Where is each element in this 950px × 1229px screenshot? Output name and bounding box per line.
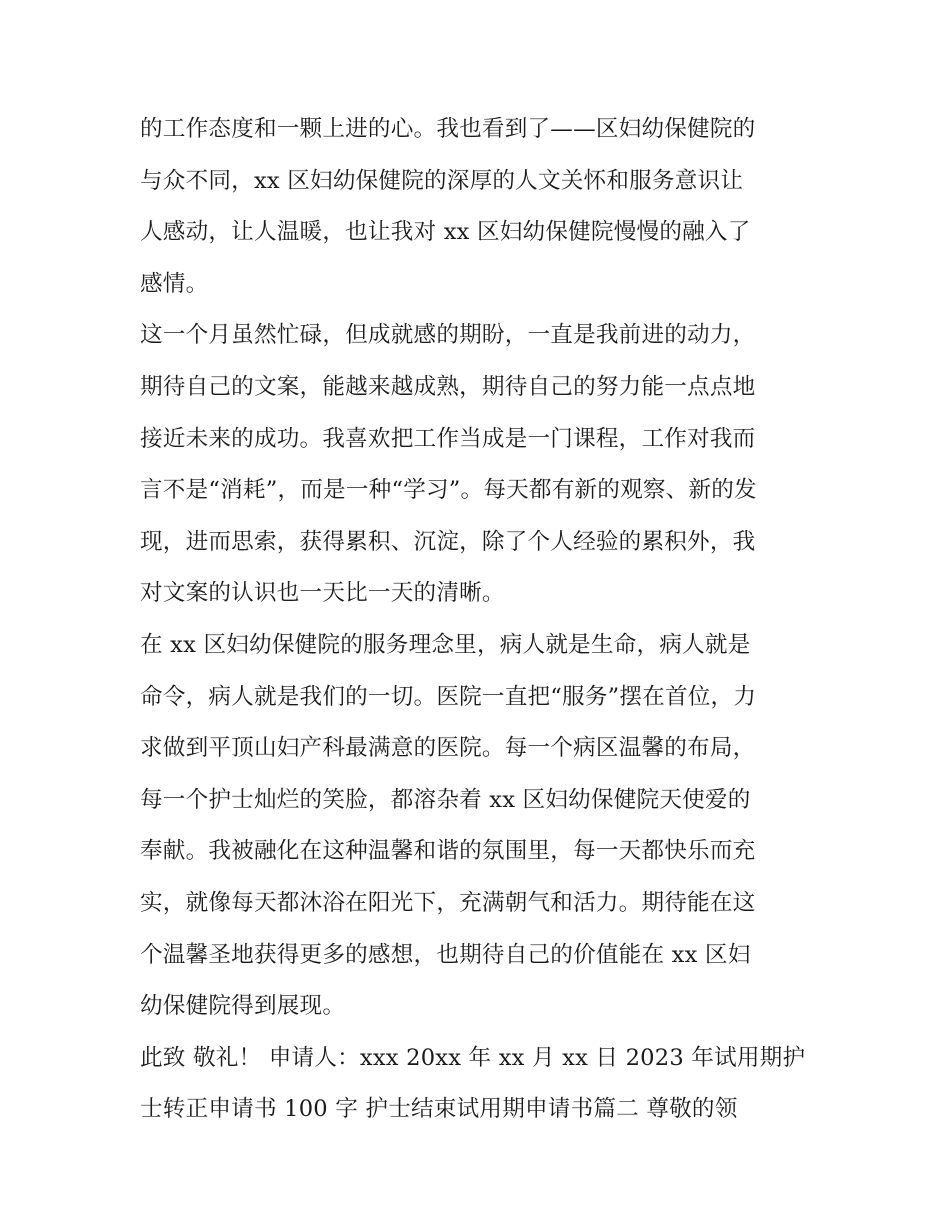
text-line: 言不是“消耗”，而是一种“学习”。每天都有新的观察、新的发 <box>140 477 757 504</box>
text-line: 幼保健院得到展现。 <box>140 993 346 1020</box>
text-line: 人感动，让人温暖，也让我对 xx 区妇幼保健院慢慢的融入了 <box>140 219 751 246</box>
paragraph-3 <box>140 620 812 1033</box>
text-line: 在 xx 区妇幼保健院的服务理念里，病人就是生命，病人就是 <box>140 631 751 658</box>
paragraph-4 <box>140 1033 812 1136</box>
text-line: 与众不同，xx 区妇幼保健院的深厚的人文关怀和服务意识让 <box>140 167 744 194</box>
text-line: 此致 敬礼！ 申请人：xxx 20xx 年 xx 月 xx 日 2023 年试用期护 <box>140 1044 806 1071</box>
text-line: 奉献。我被融化在这种温馨和谐的氛围里，每一天都快乐而充 <box>140 838 756 865</box>
text-line: 每一个护士灿烂的笑脸，都溶杂着 xx 区妇幼保健院天使爱的 <box>140 786 751 813</box>
text-line: 期待自己的文案，能越来越成熟，期待自己的努力能一点点地 <box>140 373 756 400</box>
text-line: 现，进而思索，获得累积、沉淀，除了个人经验的累积外，我 <box>140 528 756 555</box>
text-line: 这一个月虽然忙碌，但成就感的期盼，一直是我前进的动力， <box>140 322 756 349</box>
paragraph-1 <box>140 104 812 310</box>
text-line: 对文案的认识也一天比一天的清晰。 <box>140 580 505 607</box>
text-line: 实，就像每天都沐浴在阳光下，充满朝气和活力。期待能在这 <box>140 889 756 916</box>
text-line: 接近未来的成功。我喜欢把工作当成是一门课程，工作对我而 <box>140 425 756 452</box>
text-line: 命令，病人就是我们的一切。医院一直把“服务”摆在首位，力 <box>140 683 757 710</box>
text-line: 求做到平顶山妇产科最满意的医院。每一个病区温馨的布局， <box>140 735 756 762</box>
document-body <box>140 104 812 1136</box>
text-line: 个温馨圣地获得更多的感想，也期待自己的价值能在 xx 区妇 <box>140 941 751 968</box>
text-line: 士转正申请书 100 字 护士结束试用期申请书篇二 尊敬的领 <box>140 1096 738 1123</box>
text-line: 感情。 <box>140 270 209 297</box>
text-line: 的工作态度和一颗上进的心。我也看到了——区妇幼保健院的 <box>140 116 756 142</box>
paragraph-2 <box>140 310 812 620</box>
